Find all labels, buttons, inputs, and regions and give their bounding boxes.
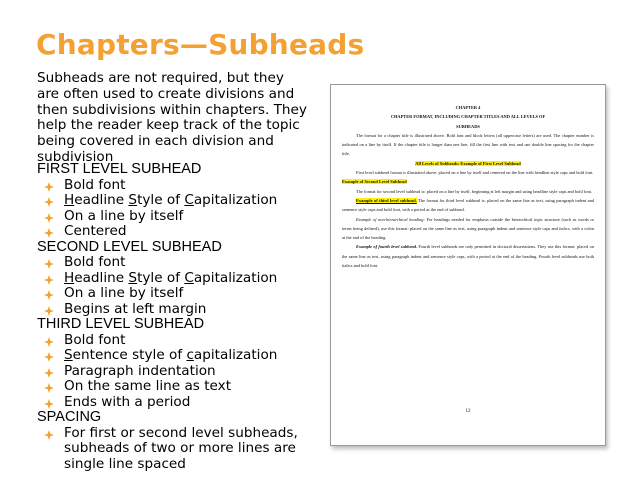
sample-chapter-title: CHAPTER FORMAT, INCLUDING CHAPTER TITLES AND ALL LEVELS OF (390, 114, 546, 120)
sample-paragraph: The format for a chapter title is illustrated above. Bold font and block letters (all uppercase letters) are used. The chapter number is indicated on a line by itself. If the chapter title is longer than one line, fill the first line with text and use double line spacing for the chapter title. (342, 132, 594, 157)
sample-second-level-subhead: Example of Second Level Subhead (342, 179, 407, 185)
diamond-bullet-icon (44, 289, 54, 299)
sample-chapter-title-line2: SUBHEADS (456, 123, 480, 129)
list-item: On a line by itself (37, 286, 312, 302)
list-item (37, 271, 312, 287)
intro-paragraph: Subheads are not required, but they are often used to create divisions and then subdivisions within chapters. They help the reader keep track of the topic being covered in each division and subdivision (37, 70, 307, 165)
sample-fourth-level-paragraph: Example of fourth level subhead. Fourth level subheads are only permitted in doctoral dissertations. They use this format: placed on the same line as text, using paragraph indent and sentence style caps, with a period at the end of the heading. Fourth level subheads use both italics and bold font. (342, 244, 594, 269)
diamond-bullet-icon (44, 367, 54, 377)
headline-style-text: Headline Style of Capitalization (64, 269, 278, 286)
sample-paragraph: The format for second level subhead is: placed on a line by itself, beginning at left margin and using headline style caps and bold font. (356, 188, 592, 194)
first-level-heading: FIRST LEVEL SUBHEAD (37, 161, 202, 177)
sample-page (342, 103, 594, 414)
list-item: Paragraph indentation (37, 364, 312, 380)
list-item: Begins at left margin (37, 302, 312, 318)
headline-style-text: Headline Style of Capitalization (64, 192, 278, 208)
list-item: On a line by itself (37, 209, 312, 225)
sample-paragraph: First level subhead format is illustrated above: placed on a line by itself and centered on the line with headline style caps and bold font. (356, 170, 594, 176)
third-level-heading: THIRD LEVEL SUBHEAD (37, 316, 205, 332)
slide-title: Chapters—Subheads (36, 28, 365, 61)
sample-page-image (330, 84, 606, 446)
list-item: Centered (37, 224, 312, 240)
diamond-bullet-icon (44, 382, 54, 392)
diamond-bullet-icon (44, 398, 54, 408)
diamond-bullet-icon (44, 336, 54, 346)
second-level-heading: SECOND LEVEL SUBHEAD (37, 238, 222, 255)
list-item (37, 193, 312, 209)
diamond-bullet-icon (44, 196, 54, 206)
list-item: On the same line as text (37, 379, 312, 395)
diamond-bullet-icon (44, 351, 54, 361)
diamond-bullet-icon (44, 227, 54, 237)
list-item: Bold font (37, 333, 312, 349)
sample-nonhierarchical-paragraph: Example of non-hierarchical heading: For headings needed for emphasis outside the hierarchical topic structure (such as words or terms being defined), use this format: placed on the same line as text, using paragraph indent and sentence style caps and italics, with a colon at the end of the heading. (342, 216, 594, 241)
list-item (37, 348, 312, 364)
diamond-bullet-icon (44, 181, 54, 191)
spacing-heading: SPACING (37, 409, 102, 425)
diamond-bullet-icon (44, 274, 54, 284)
diamond-bullet-icon (44, 212, 54, 222)
list-item: Bold font (37, 178, 312, 194)
sample-chapter-number: CHAPTER 4 (455, 105, 481, 110)
list-item: Ends with a period (37, 395, 312, 411)
sample-first-level-subhead: All Levels of Subheads: Example of First Level Subhead (415, 160, 521, 166)
diamond-bullet-icon (44, 429, 54, 439)
subhead-outline (37, 162, 312, 472)
diamond-bullet-icon (44, 258, 54, 268)
list-item: Bold font (37, 255, 312, 271)
sample-page-number: 12 (465, 409, 471, 414)
sentence-style-text: Sentence style of capitalization (64, 347, 278, 363)
sample-third-level-paragraph: Example of third level subhead. The format for third level subhead is: placed on the same line as text, using paragraph indent and sentence style caps and bold font, with a period at the end of subhead. (342, 197, 594, 213)
diamond-bullet-icon (44, 305, 54, 315)
list-item: For first or second level subheads, subheads of two or more lines are single line spaced (37, 426, 312, 473)
